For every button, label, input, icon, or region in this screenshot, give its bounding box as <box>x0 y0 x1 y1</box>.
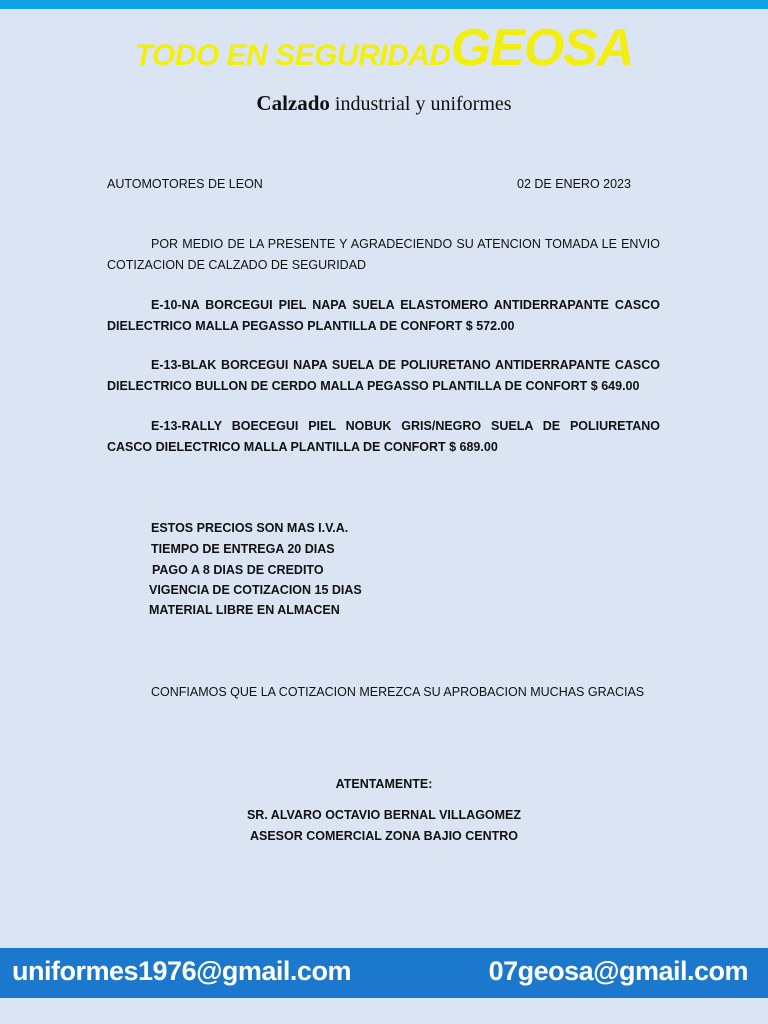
condition-item: ESTOS PRECIOS SON MAS I.V.A. <box>151 521 349 535</box>
product-item: E-13-RALLY BOECEGUI PIEL NOBUK GRIS/NEGRO SUELA DE POLIURETANO CASCO DIELECTRICO MALLA PLANTILLA DE CONFORT $ 689.00 <box>107 419 660 454</box>
subtitle-rest: industrial y uniformes <box>334 93 512 115</box>
brand-name: GEOSA <box>450 19 634 77</box>
subtitle-bold: Calzado <box>256 91 330 115</box>
letter-date: 02 DE ENERO 2023 <box>517 177 631 191</box>
product-item: E-13-BLAK BORCEGUI NAPA SUELA DE POLIURETANO ANTIDERRAPANTE CASCO DIELECTRICO BULLON DE CERDO MALLA PEGASSO PLANTILLA DE CONFORT $ 649.00 <box>107 358 660 393</box>
signer-title: ASESOR COMERCIAL ZONA BAJIO CENTRO <box>249 829 519 843</box>
intro-paragraph: POR MEDIO DE LA PRESENTE Y AGRADECIENDO SU ATENCION TOMADA LE ENVIO COTIZACION DE CALZADO DE SEGURIDAD <box>107 237 660 272</box>
condition-item: PAGO A 8 DIAS DE CREDITO <box>152 563 324 577</box>
contact-footer <box>0 948 768 998</box>
company-brand <box>0 19 768 77</box>
signer-name: SR. ALVARO OCTAVIO BERNAL VILLAGOMEZ <box>246 808 522 822</box>
condition-item: MATERIAL LIBRE EN ALMACEN <box>149 603 340 617</box>
closing-line: CONFIAMOS QUE LA COTIZACION MEREZCA SU APROBACION MUCHAS GRACIAS <box>151 685 645 699</box>
top-accent-bar <box>0 0 768 9</box>
company-subtitle <box>0 91 768 116</box>
recipient: AUTOMOTORES DE LEON <box>107 177 263 191</box>
email-left[interactable]: uniformes1976@gmail.com <box>12 956 351 986</box>
condition-item: VIGENCIA DE COTIZACION 15 DIAS <box>149 583 362 597</box>
product-item: E-10-NA BORCEGUI PIEL NAPA SUELA ELASTOMERO ANTIDERRAPANTE CASCO DIELECTRICO MALLA PEGASSO PLANTILLA DE CONFORT $ 572.00 <box>107 298 660 333</box>
email-right[interactable]: 07geosa@gmail.com <box>488 956 748 986</box>
salutation: ATENTAMENTE: <box>335 777 433 791</box>
brand-tagline: TODO EN SEGURIDAD <box>134 39 451 72</box>
condition-item: TIEMPO DE ENTREGA 20 DIAS <box>151 542 335 556</box>
